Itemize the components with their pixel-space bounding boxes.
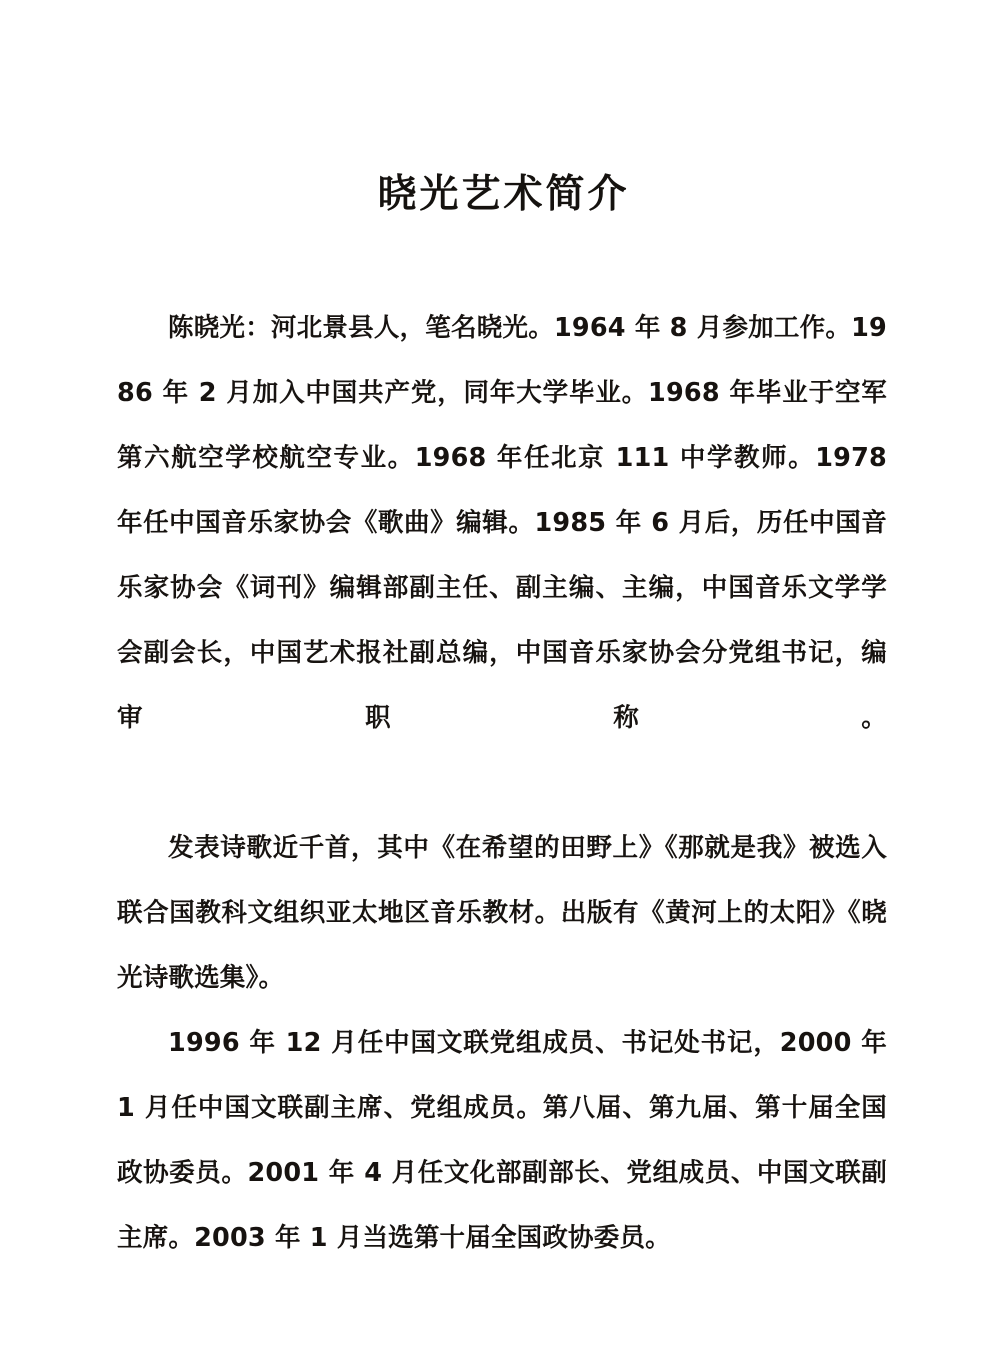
page-title: 晓光艺术简介 [377, 172, 630, 218]
paragraph-works-publications: 发表诗歌近千首，其中《在希望的田野上》《那就是我》被选入联合国教科文组织亚太地区音乐教材。出版有《黄河上的太阳》《晓光诗歌选集》。 [117, 833, 887, 993]
paragraph-bio-career: 陈晓光：河北景县人，笔名晓光。1964 年 8 月参加工作。1986 年 2 月加入中国共产党，同年大学毕业。1968 年毕业于空军第六航空学校航空专业。1968 年任北京 111 中学教师。1978 年任中国音乐家协会《歌曲》编辑。1985 年 6 月后，历任中国音乐家协会《词刊》编辑部副主任、副主编、主编，中国音乐文学学会副会长，中国艺术报社副总编，中国音乐家协会分党组书记，编审职称。 [117, 313, 887, 733]
document-body [117, 296, 887, 1271]
paragraph-appointments: 1996 年 12 月任中国文联党组成员、书记处书记，2000 年 1 月任中国文联副主席、党组成员。第八届、第九届、第十届全国政协委员。2001 年 4 月任文化部副部长、党组成员、中国文联副主席。2003 年 1 月当选第十届全国政协委员。 [117, 1028, 887, 1253]
